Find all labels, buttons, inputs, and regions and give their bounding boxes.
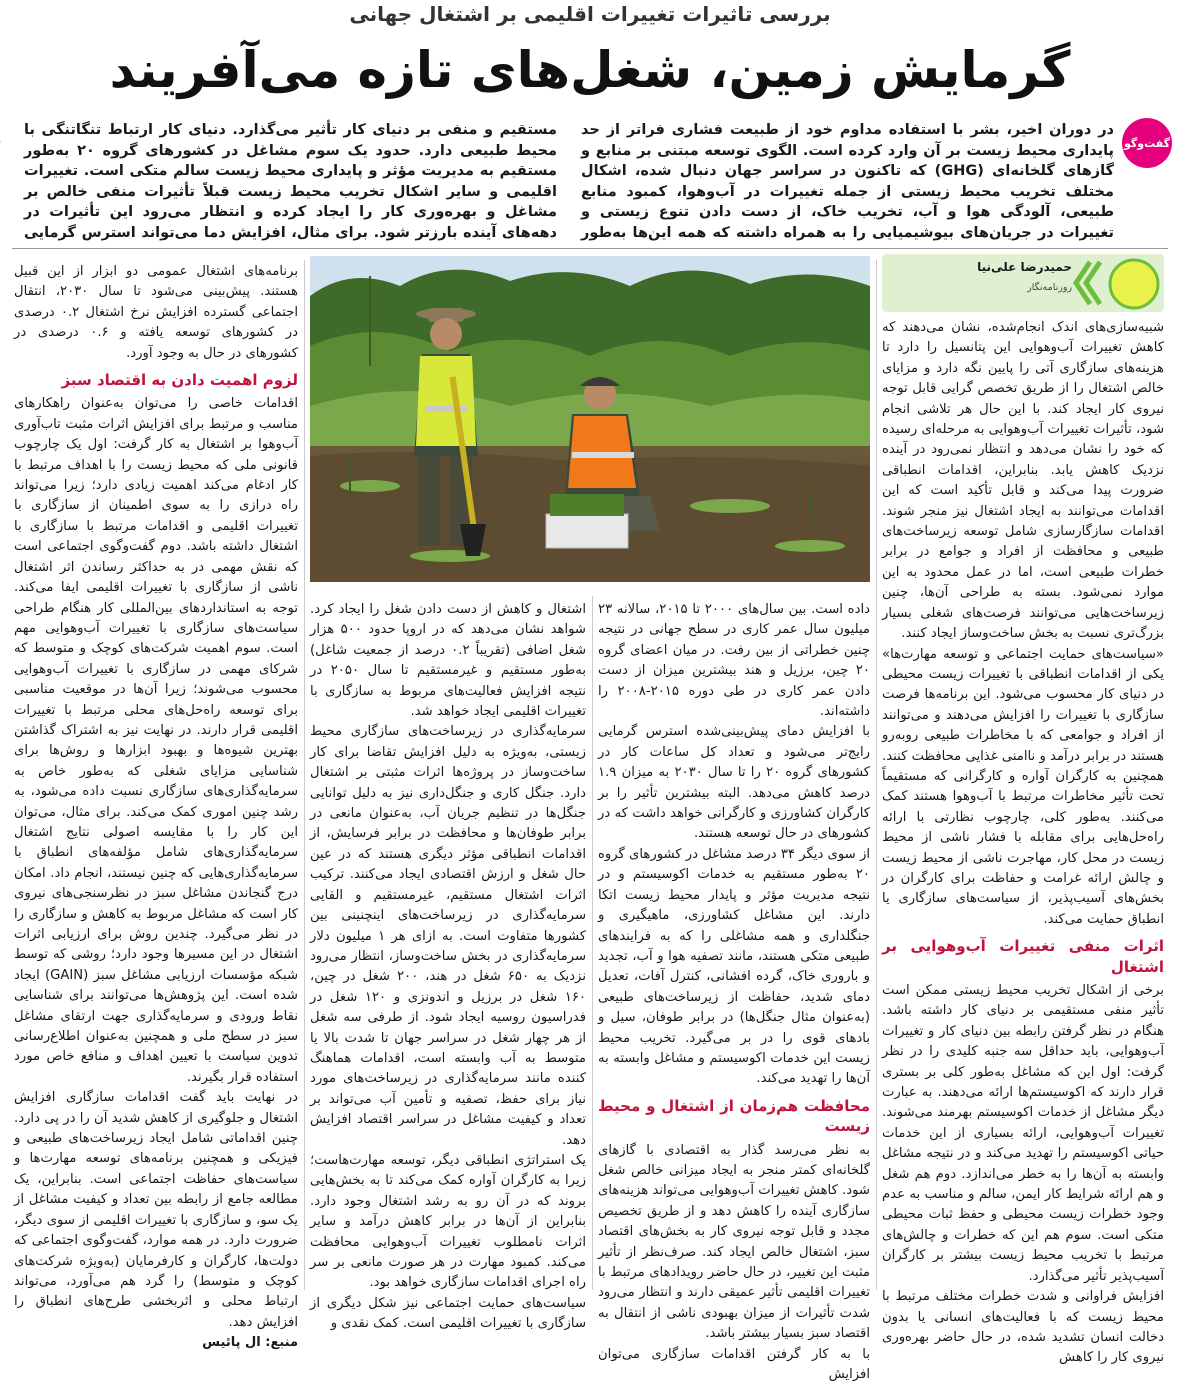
kicker: بررسی تاثیرات تغییرات اقلیمی بر اشتغال جهانی (349, 2, 831, 26)
paragraph: در نهایت باید گفت اقدامات سازگاری افزایش اشتغال و جلوگیری از کاهش شدید آن را در پی دارد. چنین اقداماتی شامل ایجاد زیرساخت‌های طبیعی و فیزیکی و همچنین برنامه‌های توسعه مهارت‌ها و سیاست‌های حفاظت اجتماعی است. بنابراین، یک مطالعه جامع از رابطه بین تعداد و کیفیت مشاغل از یک سو، و سازگاری با تغییرات اقلیمی از سوی دیگر، ضرورت دارد. در همه موارد، گفت‌وگوی اجتماعی که دولت‌ها، کارگران و کارفرمایان (به‌ویژه شرکت‌های کوچک و متوسط) را گرد هم می‌آورد، می‌تواند ارتباط محلی و اثربخشی طرح‌های انطباق را افزایش دهد. (14, 1090, 298, 1330)
paragraph: از سوی دیگر ۳۴ درصد مشاغل در کشورهای گروه ۲۰ به‌طور مستقیم به خدمات اکوسیستم و در نتیجه مدیریت مؤثر و پایدار محیط زیست اتکا دارند. این مشاغل کشاورزی، ماهیگیری و جنگلداری و همه مشاغلی را که به فرایندهای طبیعی متکی هستند، مانند تصفیه هوا و آب، تجدید و باروری خاک، گرده افشانی، کنترل آفات، تعدیل دمای شدید، حفاظت از زیرساخت‌های طبیعی (به‌عنوان مثال جنگل‌ها) در برابر طوفان، سیل و بادهای قوی را در بر می‌گیرد. تخریب محیط زیست این خدمات اکوسیستم و مشاغل وابسته به آن‌ها را تهدید می‌کند. (598, 846, 870, 1087)
author-box (882, 254, 1164, 312)
section-tag: گفت‌وگو (1122, 118, 1172, 168)
paragraph: برخی از اشکال تخریب محیط زیستی ممکن است تأثیر منفی مستقیمی بر دنیای کار داشته باشد. هنگام در نظر گرفتن رابطه بین دنیای کار و تغییرات آب‌وهوایی، باید حداقل سه جنبه کلیدی را در نظر گرفت: اول این که مشاغل به‌طور کلی بر بستری قرار دارند که اکوسیستم‌ها ارائه می‌دهند. به عبارت دیگر مشاغل از خدمات اکوسیستم بهرمند می‌شوند. تغییرات آب‌وهوایی، ارائه بسیاری از این خدمات حیاتی اکوسیستم را تهدید می‌کند و در نتیجه مشاغل وابسته به آن‌ها را به خطر می‌اندازد. دوم هم شغل و هم ارائه شرایط کار ایمن، سالم و مناسب به عدم وجود خطرات زیست محیطی و حفظ ثبات محیطی متکی است. سوم هم این که خطرات و چالش‌های مرتبط با تخریب محیط زیست بیشتر بر کارگران آسیب‌پذیر تأثیر می‌گذارد. (882, 983, 1164, 1284)
column-rule (304, 260, 305, 1290)
paragraph: افزایش فراوانی و شدت خطرات مختلف مرتبط با محیط زیست که با فعالیت‌های انسانی یا بدون دخالت انسان تشدید شده، در حال حاضر بهره‌وری نیروی کار را کاهش (882, 1289, 1164, 1366)
paragraph: با به کار گرفتن اقدامات سازگاری می‌توان افزایش (598, 1346, 870, 1383)
subheading: لزوم اهمیت دادن به اقتصاد سبز (61, 371, 298, 390)
column-mid-right (598, 600, 871, 1383)
paragraph: شبیه‌سازی‌های اندک انجام‌شده، نشان می‌دهند که کاهش تغییرات آب‌وهوایی این پتانسیل را دارد تا هزینه‌های سازگاری آتی را پایین نگه دارد و مزایای خالص اشتغال را از طریق تخصص گرایی قابل توجه نیروی کار ایجاد کند. با این حال هر تلاشی انجام شود، تأثیرات تغییرات آب‌وهوایی به مرحله‌ای رسیده که خود را نشان می‌دهد و انتظار نمی‌رود در آینده نزدیک کاهش یابد. بنابراین، اقدامات انطباقی ضرورت پیدا می‌کند و قابل تأکید است که این اقدامات می‌توانند به ایجاد اشتغال نیز منجر شوند. اقدامات سازگارسازی شامل توسعه زیرساخت‌های طبیعی و محافظت از افراد و جوامع در برابر خطرات طبیعی است، اما در عمل محدود به این موارد نمی‌شود. بسته به طراحی آن‌ها، چنین زیرساخت‌هایی می‌توانند فرصت‌های شغلی بسیار بزرگ‌تری نسبت به بخش ساخت‌وساز ایجاد کنند. (882, 320, 1164, 642)
paragraph: اشتغال و کاهش از دست دادن شغل را ایجاد کرد. شواهد نشان می‌دهد که در اروپا حدود ۵۰۰ هزار شغل اضافی (تقریباً ۰.۲ درصد از جمعیت شاغل) به‌طور مستقیم و غیرمستقیم تا سال ۲۰۵۰ در نتیجه افزایش فعالیت‌های مربوط به سازگاری با تغییرات اقلیمی ایجاد خواهد شد. (310, 602, 586, 720)
article-photo (310, 256, 870, 582)
author-role: روزنامه‌نگار (1027, 282, 1072, 293)
author-name: حمیدرضا علی‌نیا (977, 260, 1072, 274)
column-mid-left (310, 600, 586, 1332)
paragraph: یک استراتژی انطباقی دیگر، توسعه مهارت‌هاست؛ زیرا به کارگران آواره کمک می‌کند تا به بخش‌هایی بروند که در آن رو به رشد اشتغال وجود دارد. بنابراین از آن‌ها در برابر کاهش درآمد و سایر اثرات نامطلوب تغییرات آب‌وهوایی محافظت می‌کند. کمبود مهارت در هر صورت مانعی بر سر راه اجرای اقدامات سازگاری خواهد بود. (310, 1152, 586, 1291)
paragraph: به نظر می‌رسد گذار به اقتصادی با گازهای گلخانه‌ای کمتر منجر به ایجاد میزانی خالص شغل شود. کاهش تغییرات آب‌وهوایی می‌تواند هزینه‌های سازگاری آینده را کاهش دهد و از طریق تخصیص مجدد و قابل توجه نیروی کار به بخش‌های اقتصاد سبز، اشتغال خالص ایجاد کند. صرف‌نظر از تأثیر مثبت این تغییر، در حال حاضر رویدادهای مرتبط با تغییرات اقلیمی تأثیر عمیقی دارند و انتظار می‌رود شدت تأثیرات از میزان بهبودی ناشی از انتقال به اقتصاد سبز بسیار بیشتر باشد. (598, 1142, 870, 1342)
subheading: محافظت هم‌زمان از اشتغال و محیط زیست (598, 1096, 870, 1136)
paragraph: اقدامات خاصی را می‌توان به‌عنوان راهکارهای مناسب و مرتبط برای افزایش اثرات مثبت تاب‌آوری آب‌وهوا بر اشتغال به کار گرفت: اول یک چارچوب قانونی ملی که محیط زیست را با اهداف مرتبط با کار ادغام می‌کند اهمیت زیادی دارد؛ زیرا می‌تواند راه درازی را به سوی اطمینان از سازگاری با تغییرات اقلیمی و اقدامات مرتبط با سازگاری با اشتغال داشته باشد. دوم گفت‌وگوی اجتماعی است که نقش مهمی در به حداکثر رساندن اثر اشتغال ناشی از سازگاری با تغییرات اقلیمی ایفا می‌کند. توجه به استانداردهای بین‌المللی کار هنگام طراحی سیاست‌های سازگاری با تغییرات آب‌وهوایی مهم است. سوم اهمیت شرکت‌های کوچک و متوسط که شرکای مهمی در سازگاری با تغییرات آب‌وهوایی محسوب می‌شوند؛ زیرا آن‌ها در موقعیت مناسبی برای توسعه راه‌حل‌های محلی مرتبط با تغییرات اقلیمی قرار دارند. در نهایت نیز به اشتراک گذاشتن بهترین شیوه‌ها و بهبود ابزارها و روش‌ها برای شناسایی مزایای شغلی که به‌طور خاص به سرمایه‌گذاری‌های سازگاری نسبت داده می‌شود، به رشد چنین اموری کمک می‌کند. برای مثال، می‌توان این کار را با مقایسه اصولی نتایج اشتغال سرمایه‌گذاری‌های شامل مؤلفه‌های انطباق با سرمایه‌گذاری‌هایی که چنین نیستند، انجام داد. امکان درج گنجاندن مشاغل سبز در نظرسنجی‌های نیروی کار است که مشاغل مربوط به کاهش و سازگاری را در نظر می‌گیرد. چندین روش برای ارزیابی اثرات اشتغال در این مسیرها وجود دارد؛ روشی که توسط شبکه مؤسسات ارزیابی مشاغل سبز (GAIN) ایجاد شده است. این پژوهش‌ها می‌توانند برای شناسایی نقاط ورودی و سرمایه‌گذاری جهت ارتقای مشاغل سبز در سطح ملی و همچنین به‌عنوان اطلاع‌رسانی تدوین سیاست با تعیین اهداف و منافع خاص مورد استفاده قرار بگیرند. (14, 396, 298, 1085)
paragraph: برنامه‌های اشتغال عمومی دو ابزار از این قبیل هستند. پیش‌بینی می‌شود تا سال ۲۰۳۰، انتقال اجتماعی گسترده افزایش نرخ اشتغال ۰.۲ درصدی در کشورهای توسعه یافته و ۰.۶ درصدی در کشورهای در حال به وجود آورد. (14, 264, 299, 361)
paragraph: سرمایه‌گذاری در زیرساخت‌های سازگاری محیط زیستی، به‌ویژه به دلیل افزایش تقاضا برای کار ساخت‌وساز در پروژه‌ها اثرات مثبتی بر اشتغال دارد. جنگل کاری و جنگل‌داری نیز به دلیل توانایی جنگل‌ها در تنظیم جریان آب، به‌عنوان مانعی در برابر طوفان‌ها و محافظت در برابر فرسایش، از اقدامات انطباقی مؤثر دیگری هستند که در عین حال شغل و ارزش اقتصادی ایجاد می‌کنند. ترکیب اثرات اشتغال مستقیم، غیرمستقیم و القایی سرمایه‌گذاری در زیرساخت‌های اینچنینی بین کشورها متفاوت است. به ازای هر ۱ میلیون دلار سرمایه‌گذاری در بخش ساخت‌وساز، انتظار می‌رود نزدیک به ۶۵۰ شغل در هند، ۲۰۰ شغل در چین، ۱۶۰ شغل در برزیل و اندونزی و ۱۲۰ شغل در فدراسیون روسیه ایجاد شود. از طرفی سه شغل از هر چهار شغل در سراسر جهان تا شدت بالا یا متوسط به آب وابسته است، اقدامات هماهنگ کننده مانند سرمایه‌گذاری در زیرساخت‌های مورد نیاز برای حفظ، تصفیه و تأمین آب می‌تواند بر تعداد و کیفیت مشاغل در سراسر اقتصاد افزایش دهد. (310, 724, 586, 1148)
headline: گرمایش زمین، شغل‌های تازه می‌آفریند (109, 41, 1071, 99)
author-avatar-graphic (1072, 254, 1164, 312)
column-rule (876, 260, 877, 1290)
column-left (14, 262, 299, 1351)
source-credit: منبع: ال پائیس (202, 1335, 298, 1351)
paragraph: سیاست‌های حمایت اجتماعی نیز شکل دیگری از سازگاری با تغییرات اقلیمی است. کمک نقدی و (310, 1295, 586, 1332)
divider (12, 248, 1168, 249)
paragraph: «سیاست‌های حمایت اجتماعی و توسعه مهارت‌ها» یکی از اقدامات انطباقی با تغییرات زیست محیطی در دنیای کار محسوب می‌شود. این برنامه‌ها فرصت سازگاری با تغییرات را افزایش می‌دهند و می‌توانند از افراد و جوامعی که با مخاطرات طبیعی روبه‌رو هستند در برابر درآمد و ناامنی غذایی محافظت کنند. همچنین به کارگران آواره و کارگرانی که مستقیماً تحت تأثیر مخاطرات مرتبط با آب‌وهوا هستند کمک می‌کنند. به‌طور کلی، چارچوب نظارتی با ارائه راه‌حل‌هایی برای مقابله با فشار ناشی از محیط زیست در محل کار، مهاجرت ناشی از محیط زیست و چالش ارائه غرامت و حفاظت برای کارگران در بخش‌های آسیب‌پذیر، از سیاست‌های سازگاری یا انطباق حمایت می‌کند. (882, 646, 1164, 927)
column-rule (592, 596, 593, 1290)
lead-paragraph: در دوران اخیر، بشر با استفاده مداوم خود از طبیعت فشاری فراتر از حد پایداری محیط زیست بر آن وارد کرده است. الگوی توسعه مبتنی بر منابع و گازهای گلخانه‌ای (GHG) که تاکنون در سراسر جهان دنبال شده، اشکال مختلف تخریب محیط زیستی از جمله تغییرات در آب‌وهوا، کمبود منابع طبیعی، آلودگی هوا و آب، تخریب خاک، از دست دادن تنوع زیستی و تغییرات در جریان‌های بیوشیمیایی را به همراه داشته که همه این‌ها به‌طور مستقیم و منفی بر دنیای کار تأثیر می‌گذارد. دنیای کار ارتباط تنگاتنگی با محیط طبیعی دارد. حدود یک سوم مشاغل در کشورهای گروه ۲۰ به‌طور مستقیم به مدیریت مؤثر و پایداری محیط زیست سالم متکی است. تغییرات اقلیمی و سایر اشکال تخریب محیط زیست قبلاً تأثیرات منفی خالص بر مشاغل و بهره‌وری کار را ایجاد کرده و انتظار می‌رود این تأثیرات در دهه‌های آینده بارزتر شود. برای مثال، افزایش دما می‌تواند استرس گرمایی (24, 122, 1115, 241)
subheading: اثرات منفی تغییرات آب‌وهوایی بر اشتغال (882, 937, 1164, 976)
paragraph: با افزایش دمای پیش‌بینی‌شده استرس گرمایی رایج‌تر می‌شود و تعداد کل ساعات کار در کشورهای گروه ۲۰ را تا سال ۲۰۳۰ به میزان ۱.۹ درصد کاهش می‌دهد. البته بیشترین تأثیر را بر کارگران کشاورزی و کارگرانی خواهد داشت که در کشورهای در حال توسعه هستند. (598, 724, 870, 842)
column-right (882, 318, 1164, 1366)
paragraph: داده است. بین سال‌های ۲۰۰۰ تا ۲۰۱۵، سالانه ۲۳ میلیون سال عمر کاری در سطح جهانی در نتیجه چنین خطراتی از بین رفت. در میان اعضای گروه ۲۰ چین، برزیل و هند بیشترین میزان از دست دادن عمر کاری در طی دوره ۲۰۱۵-۲۰۰۸ را داشته‌اند. (598, 602, 871, 720)
